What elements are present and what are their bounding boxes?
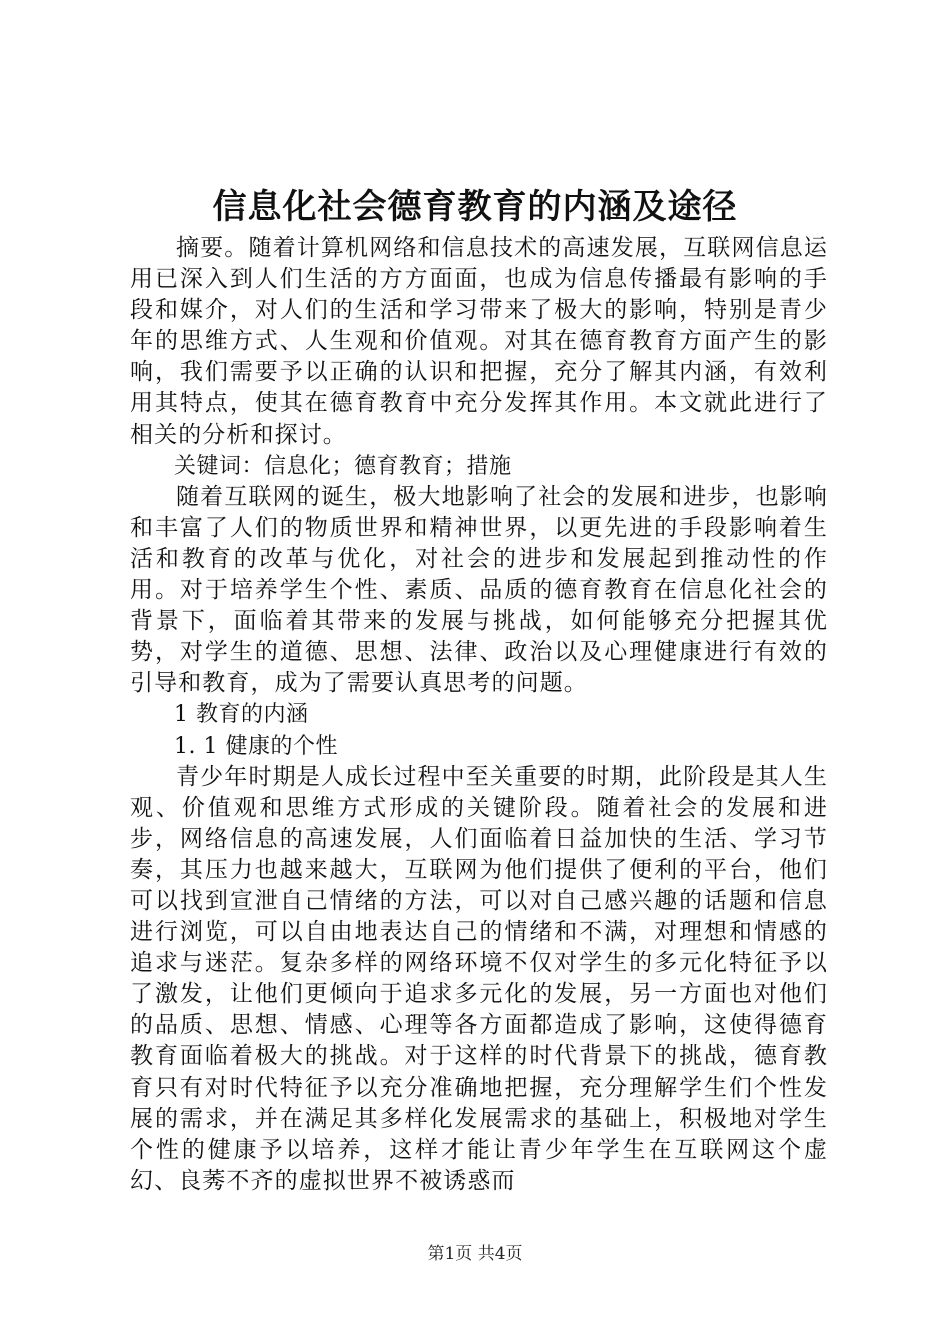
document-title: 信息化社会德育教育的内涵及途径 xyxy=(212,187,738,227)
keywords-line: 关键词：信息化；德育教育；措施 xyxy=(174,453,512,479)
document-body xyxy=(130,233,828,1197)
section-1-1-paragraph: 青少年时期是人成长过程中至关重要的时期，此阶段是其人生观、价值观和思维方式形成的关键阶段。随着社会的发展和进步，网络信息的高速发展，人们面临着日益加快的生活、学习节奏，其压力也越来越大，互联网为他们提供了便利的平台，他们可以找到宣泄自己情绪的方法，可以对自己感兴趣的话题和信息进行浏览，可以自由地表达自己的情绪和不满，对理想和情感的追求与迷茫。复杂多样的网络环境不仅对学生的多元化特征予以了激发，让他们更倾向于追求多元化的发展，另一方面也对他们的品质、思想、情感、心理等各方面都造成了影响，这使得德育教育面临着极大的挑战。对于这样的时代背景下的挑战，德育教育只有对时代特征予以充分准确地把握，充分理解学生们个性发展的需求，并在满足其多样化发展需求的基础上，积极地对学生个性的健康予以培养，这样才能让青少年学生在互联网这个虚幻、良莠不齐的虚拟世界不被诱惑而 xyxy=(130,763,828,1194)
abstract-paragraph: 摘要。随着计算机网络和信息技术的高速发展，互联网信息运用已深入到人们生活的方方面面，也成为信息传播最有影响的手段和媒介，对人们的生活和学习带来了极大的影响，特别是青少年的思维方式、人生观和价值观。对其在德育教育方面产生的影响，我们需要予以正确的认识和把握，充分了解其内涵，有效利用其特点，使其在德育教育中充分发挥其作用。本文就此进行了相关的分析和探讨。 xyxy=(130,235,828,448)
page-footer: 第1页 共4页 xyxy=(427,1244,523,1264)
section-heading-1-1: 1. 1 健康的个性 xyxy=(174,733,338,759)
section-heading-1: 1 教育的内涵 xyxy=(174,702,309,728)
intro-paragraph: 随着互联网的诞生，极大地影响了社会的发展和进步，也影响和丰富了人们的物质世界和精神世界，以更先进的手段影响着生活和教育的改革与优化，对社会的进步和发展起到推动性的作用。对于培养学生个性、素质、品质的德育教育在信息化社会的背景下，面临着其带来的发展与挑战，如何能够充分把握其优势，对学生的道德、思想、法律、政治以及心理健康进行有效的引导和教育，成为了需要认真思考的问题。 xyxy=(130,483,828,697)
